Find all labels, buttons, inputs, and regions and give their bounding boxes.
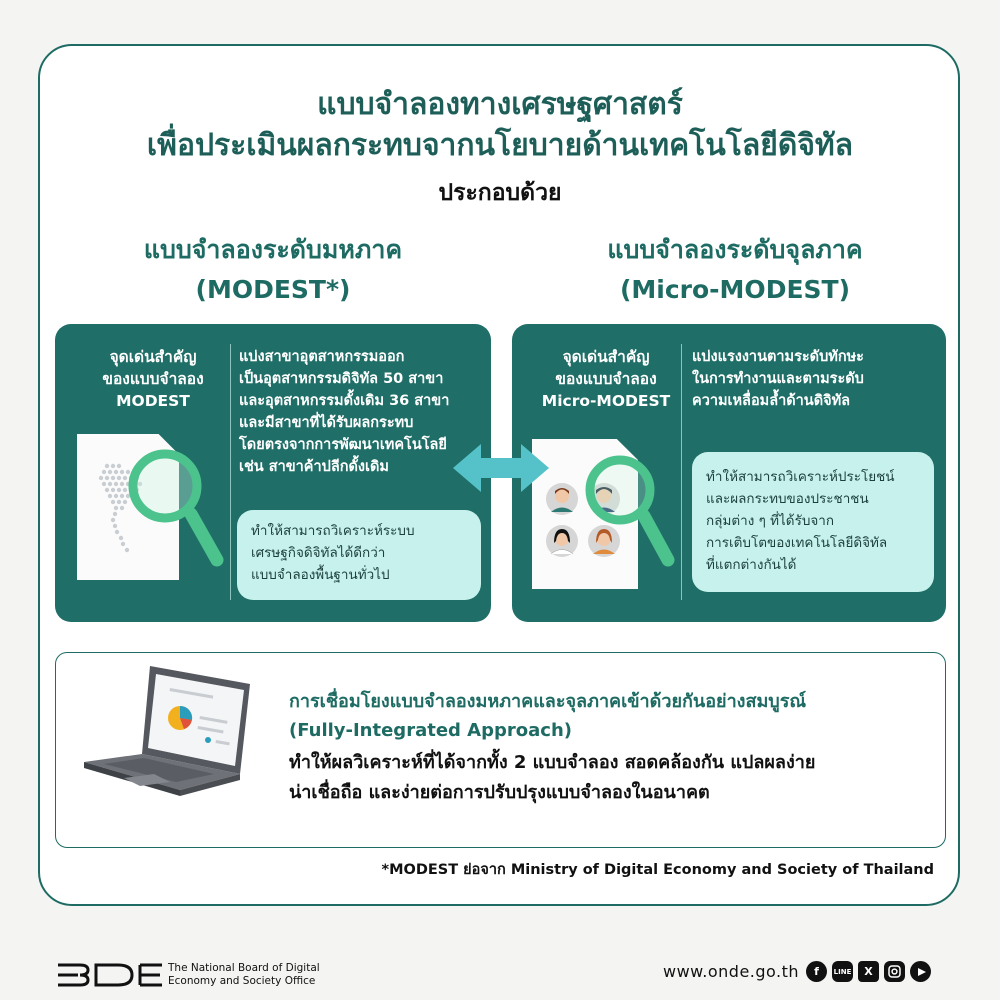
x-icon[interactable]: X — [858, 961, 879, 982]
micro-highlight-line: Micro-MODEST — [541, 392, 671, 410]
micro-highlight-title — [526, 346, 686, 412]
person-avatar-icon — [546, 525, 578, 557]
macro-desc-line: และอุตสาหกรรมดั้งเดิม 36 สาขา — [239, 393, 450, 409]
integration-title: การเชื่อมโยงแบบจำลองมหภาคและจุลภาคเข้าด้วยกันอย่างสมบูรณ์ — [289, 691, 807, 712]
macro-heading-line1: แบบจำลองระดับมหภาค — [143, 235, 403, 264]
laptop-icon — [84, 662, 254, 832]
facebook-icon[interactable]: f — [806, 961, 827, 982]
macro-desc-line: และมีสาขาที่ได้รับผลกระทบ — [239, 415, 414, 431]
micro-benefit-bubble — [692, 452, 934, 592]
integration-line1: ทำให้ผลวิเคราะห์ที่ได้จากทั้ง 2 แบบจำลอง สอดคล้องกัน แปลผลง่าย — [289, 752, 816, 773]
micro-highlight-line: จุดเด่นสำคัญ — [562, 348, 650, 366]
bde-logo-icon — [56, 962, 164, 988]
macro-highlight-line: MODEST — [116, 392, 190, 410]
magnifier-icon — [121, 442, 231, 582]
micro-description — [692, 346, 864, 412]
micro-desc-line: แบ่งแรงงานตามระดับทักษะ — [692, 349, 864, 365]
micro-heading-line1: แบบจำลองระดับจุลภาค — [607, 235, 863, 264]
macro-benefit-bubble — [237, 510, 481, 600]
macro-desc-line: เช่น สาขาค้าปลีกดั้งเดิม — [239, 459, 389, 475]
magnifier-icon — [578, 448, 688, 588]
macro-description — [239, 346, 449, 478]
macro-benefit-line: เศรษฐกิจดิจิทัลได้ดีกว่า — [251, 545, 386, 561]
page-title-line2: เพื่อประเมินผลกระทบจากนโยบายด้านเทคโนโลยีดิจิทัล — [146, 128, 854, 163]
micro-benefit-line: การเติบโตของเทคโนโลยีดิจิทัล — [706, 535, 888, 551]
website-link[interactable]: www.onde.go.th — [663, 962, 800, 981]
footnote: *MODEST ย่อจาก Ministry of Digital Economy and Society of Thailand — [381, 862, 934, 878]
integration-line2: น่าเชื่อถือ และง่ายต่อการปรับปรุงแบบจำลองในอนาคต — [289, 782, 710, 803]
person-avatar-icon — [546, 483, 578, 515]
macro-highlight-line: ของแบบจำลอง — [102, 370, 204, 388]
org-name — [168, 962, 320, 988]
macro-desc-line: แบ่งสาขาอุตสาหกรรมออก — [239, 349, 405, 365]
instagram-icon[interactable] — [884, 961, 905, 982]
macro-benefit-line: แบบจำลองพื้นฐานทั่วไป — [251, 567, 390, 583]
micro-highlight-line: ของแบบจำลอง — [555, 370, 657, 388]
page-title-line1: แบบจำลองทางเศรษฐศาสตร์ — [317, 87, 683, 122]
macro-highlight-title — [73, 346, 233, 412]
micro-heading-line2: (Micro-MODEST) — [619, 275, 851, 304]
macro-panel — [55, 324, 491, 622]
micro-desc-line: ความเหลื่อมล้ำด้านดิจิทัล — [692, 393, 851, 409]
macro-benefit-line: ทำให้สามารถวิเคราะห์ระบบ — [251, 523, 415, 539]
micro-benefit-line: ที่แตกต่างกันได้ — [706, 557, 797, 573]
integration-approach: (Fully-Integrated Approach) — [289, 720, 572, 741]
macro-desc-line: เป็นอุตสาหกรรมดิจิทัล 50 สาขา — [239, 371, 444, 387]
micro-panel — [512, 324, 946, 622]
micro-benefit-line: กลุ่มต่าง ๆ ที่ได้รับจาก — [706, 513, 835, 529]
org-name-line: The National Board of Digital — [168, 962, 320, 974]
youtube-icon[interactable] — [910, 961, 931, 982]
macro-desc-line: โดยตรงจากการพัฒนาเทคโนโลยี — [239, 437, 447, 453]
org-name-line: Economy and Society Office — [168, 975, 316, 987]
macro-highlight-line: จุดเด่นสำคัญ — [109, 348, 197, 366]
line-icon[interactable]: LINE — [832, 961, 853, 982]
micro-benefit-line: และผลกระทบของประชาชน — [706, 491, 869, 507]
micro-benefit-line: ทำให้สามารถวิเคราะห์ประโยชน์ — [706, 469, 895, 485]
macro-heading-line2: (MODEST*) — [195, 275, 351, 304]
double-arrow-icon — [453, 442, 549, 494]
micro-desc-line: ในการทำงานและตามระดับ — [692, 371, 864, 387]
page-subtitle: ประกอบด้วย — [438, 180, 562, 206]
